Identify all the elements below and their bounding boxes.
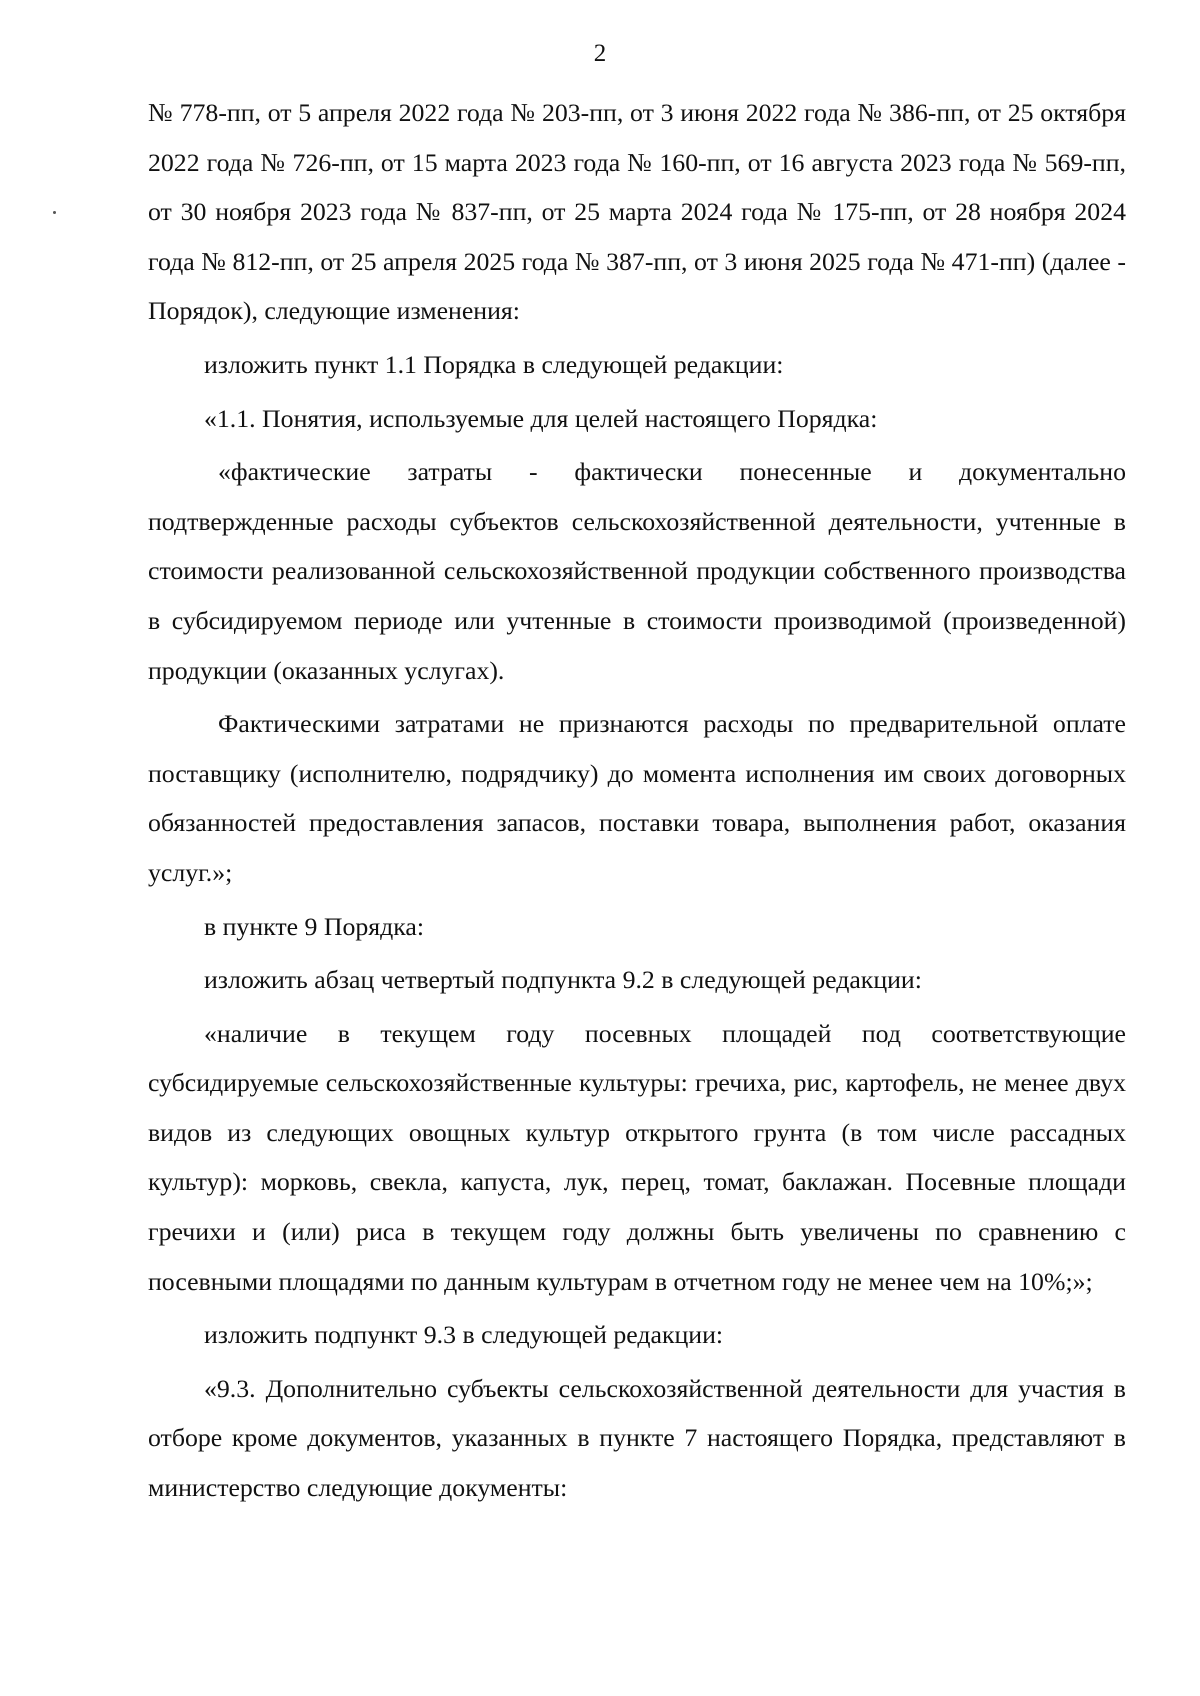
scan-dot (53, 211, 56, 214)
paragraph-clause-9-3: «9.3. Дополнительно субъекты сельскохозяйственной деятельности для участия в отборе кроме документов, указанных в пункте 7 настоящего Порядка, представляют в министерство следующие документы: (148, 1373, 1126, 1503)
paragraph-actual-costs-definition: «фактические затраты - фактически понесенные и документально подтвержденные расходы субъектов сельскохозяйственной деятельности, учтенные в стоимости реализованной сельскохозяйственной продукции собственного производства в субсидируемом периоде или учтенные в стоимости производимой (произведенной) продукции (оказанных услугах). (148, 457, 1126, 685)
document-body (148, 88, 1126, 1513)
paragraph-instruction-1-1: изложить пункт 1.1 Порядка в следующей редакции: (204, 349, 784, 379)
paragraph-clause-1-1: «1.1. Понятия, используемые для целей настоящего Порядка: (204, 403, 878, 433)
paragraph-sown-areas: «наличие в текущем году посевных площадей под соответствующие субсидируемые сельскохозяйственные культуры: гречиха, рис, картофель, не менее двух видов из следующих овощных культур открытого грунта (в том числе рассадных культур): морковь, свекла, капуста, лук, перец, томат, баклажан. Посевные площади гречихи и (или) риса в текущем году должны быть увеличены по сравнению с посевными площадями по данным культурам в отчетном году не менее чем на 10%;»; (148, 1018, 1126, 1296)
paragraph-actual-costs-exclusion: Фактическими затратами не признаются расходы по предварительной оплате поставщику (исполнителю, подрядчику) до момента исполнения им своих договорных обязанностей предоставления запасов, поставки товара, выполнения работ, оказания услуг.»; (148, 709, 1126, 887)
paragraph-clause-9: в пункте 9 Порядка: (204, 911, 425, 941)
paragraph-instruction-9-2: изложить абзац четвертый подпункта 9.2 в следующей редакции: (204, 965, 922, 995)
paragraph-instruction-9-3: изложить подпункт 9.3 в следующей редакции: (204, 1320, 724, 1350)
page-number: 2 (593, 40, 607, 67)
paragraph-amendment-list: № 778-пп, от 5 апреля 2022 года № 203-пп, от 3 июня 2022 года № 386-пп, от 25 октября 2022 года № 726-пп, от 15 марта 2023 года № 160-пп, от 16 августа 2023 года № 569-пп, от 30 ноября 2023 года № 837-пп, от 25 марта 2024 года № 175-пп, от 28 ноября 2024 года № 812-пп, от 25 апреля 2025 года № 387-пп, от 3 июня 2025 года № 471-пп) (далее - Порядок), следующие изменения: (148, 98, 1126, 326)
